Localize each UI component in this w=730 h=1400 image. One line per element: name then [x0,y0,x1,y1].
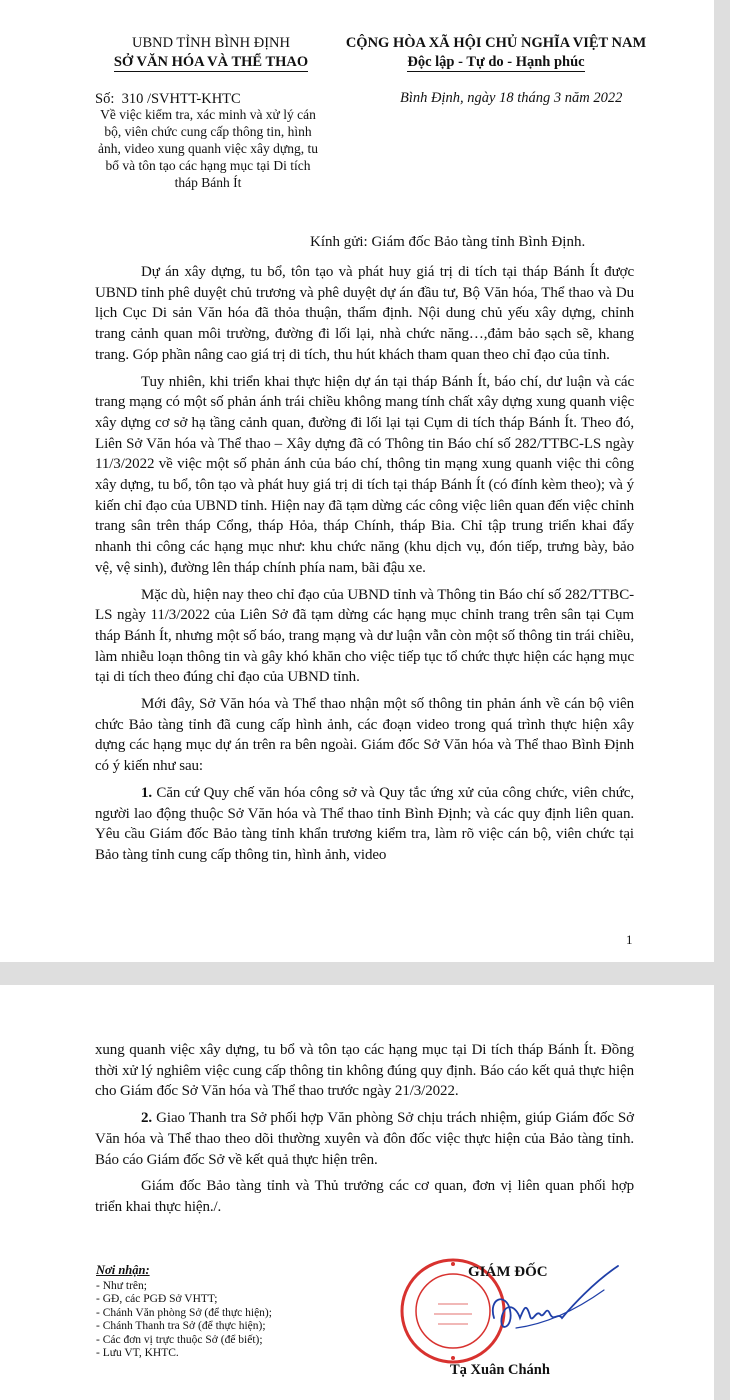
paragraph: Dự án xây dựng, tu bổ, tôn tạo và phát huy giá trị di tích tại tháp Bánh Ít được UBND tỉnh phê duyệt chủ trương và phê duyệt dự án đầu tư, Bộ Văn hóa, Thể thao và Du lịch Cục Di sản Văn hóa đã thỏa thuận, thẩm định. Nội dung chủ yếu xây dựng, chỉnh trang cảnh quan môi trường, đường đi lối lại, nhà chức năng…,đảm bảo sạch sẽ, khang trang. Góp phần nâng cao giá trị di tích, thu hút khách tham quan theo chỉ đạo của tỉnh. [95,264,634,363]
recipient-item: - Các đơn vị trực thuộc Sở (để biết); [96,1333,263,1346]
recipient-line: Kính gửi: Giám đốc Bảo tàng tỉnh Bình Định. [310,234,586,250]
doc-code: /SVHTT-KHTC [146,91,241,107]
agency-header [96,34,326,72]
page-number: 1 [626,932,633,947]
recipient-item: - Chánh Văn phòng Sở (để thực hiện); [96,1306,272,1319]
document-subject: Về việc kiểm tra, xác minh và xử lý cán bộ, viên chức cung cấp thông tin, hình ảnh, video xung quanh việc xây dựng, tu bổ và tôn tạo các hạng mục tại Di tích tháp Bánh Ít [98,107,318,190]
recipient-item: - GĐ, các PGĐ Sở VHTT; [96,1293,218,1305]
agency-parent: UBND TỈNH BÌNH ĐỊNH [131,35,290,51]
item-number: 2. [141,1110,153,1127]
recipients-title: Nơi nhận: [96,1263,150,1277]
national-header [326,34,666,72]
signatory-title: GIÁM ĐỐC [468,1264,548,1280]
closing-paragraph: Giám đốc Bảo tàng tỉnh và Thủ trưởng các cơ quan, đơn vị liên quan phối hợp triển khai thực hiện./. [95,1178,634,1215]
item-2: 2. Giao Thanh tra Sở phối hợp Văn phòng Sở chịu trách nhiệm, giúp Giám đốc Sở Văn hóa và Thể thao theo dõi thường xuyên và đôn đốc việc thực hiện của Bảo tàng tỉnh. Báo cáo Giám đốc Sở về kết quả thực hiện trên. [95,1110,634,1168]
paragraph: Mặc dù, hiện nay theo chỉ đạo của UBND tỉnh và Thông tin Báo chí số 282/TTBC-LS ngày 11/3/2022 của Liên Sở đã tạm dừng các hạng mục chỉnh trang trên sân tại Cụm tháp Bánh Ít, nhưng một số báo, trang mạng và dư luận vẫn còn một số thông tin trái chiều, làm nhiễu loạn thông tin và gây khó khăn cho việc tiếp tục tổ chức thực hiện các hạng mục tại di tích theo đúng chỉ đạo của UBND tỉnh. [95,586,634,686]
national-motto: Độc lập - Tự do - Hạnh phúc [407,54,585,70]
document-body [95,262,634,872]
signatory-name: Tạ Xuân Chánh [450,1362,550,1378]
item-1-continued: xung quanh việc xây dựng, tu bổ và tôn tạo các hạng mục tại Di tích tháp Bánh Ít. Đồng thời xử lý nghiêm việc cung cấp thông tin không đúng quy định. Báo cáo kết quả thực hiện cho Giám đốc Sở Văn hóa và Thể thao trước ngày 21/3/2022. [95,1042,634,1100]
agency-name: SỞ VĂN HÓA VÀ THỂ THAO [113,54,309,70]
item-1: 1. Căn cứ Quy chế văn hóa công sở và Quy tắc ứng xử của công chức, viên chức, người lao động thuộc Sở Văn hóa và Thể thao tỉnh Bình Định; và các quy định liên quan. Yêu cầu Giám đốc Bảo tàng tỉnh khẩn trương kiểm tra, làm rõ việc cán bộ, viên chức tại Bảo tàng tỉnh cung cấp thông tin, hình ảnh, video [95,784,634,863]
recipients-list [96,1264,356,1361]
paragraph: Mới đây, Sở Văn hóa và Thể thao nhận một số thông tin phản ánh về cán bộ viên chức Bảo tàng tỉnh đã cung cấp hình ảnh, các đoạn video trong quá trình thực hiện xây dựng các hạng mục dự án trên ra bên ngoài. Giám đốc Sở Văn hóa và Thể thao Bình Định có ý kiến như sau: [95,696,634,775]
recipient-item: - Chánh Thanh tra Sở (để thực hiện); [96,1320,266,1332]
recipient-item: - Lưu VT, KHTC. [96,1347,179,1359]
recipient-item: - Như trên; [96,1279,147,1292]
document-body-continued [95,1040,634,1224]
document-number: Số: 310 /SVHTT-KHTC [95,91,241,107]
country-name: CỘNG HÒA XÃ HỘI CHỦ NGHĨA VIỆT NAM [345,35,647,51]
doc-number-value: 310 [121,91,144,107]
date-line: Bình Định, ngày 18 tháng 3 năm 2022 [400,90,623,106]
item-number: 1. [141,784,153,801]
paragraph: Tuy nhiên, khi triển khai thực hiện dự án tại tháp Bánh Ít, báo chí, dư luận và các trang mạng có một số phản ánh trái chiều không mang tính chất xây dựng xung quanh việc xây dựng cơ sở hạ tầng cảnh quan, đường đi lối lại tại Cụm di tích tháp Bánh Ít. Theo đó, Liên Sở Văn hóa và Thể thao – Xây dựng đã có Thông tin Báo chí số 282/TTBC-LS ngày 11/3/2022 về việc một số phản ánh của báo chí, thông tin mạng xung quanh việc thi công xây dựng, tu bổ, tôn tạo và phát huy giá trị di tích tại tháp Bánh Ít (có đính kèm theo); và ý kiến chỉ đạo của UBND tỉnh. Hiện nay đã tạm dừng các công việc liên quan đến việc chỉnh trang sân trên tháp Cổng, tháp Hỏa, tháp Chính, tháp Bia. Chỉ tập trung triển khai đẩy nhanh thi công các hạng mục như: khu chức năng (khu dịch vụ, đón tiếp, trưng bày, bảo vệ, vệ sinh), đường lên tháp chính phía nam, bãi đậu xe. [95,373,634,576]
